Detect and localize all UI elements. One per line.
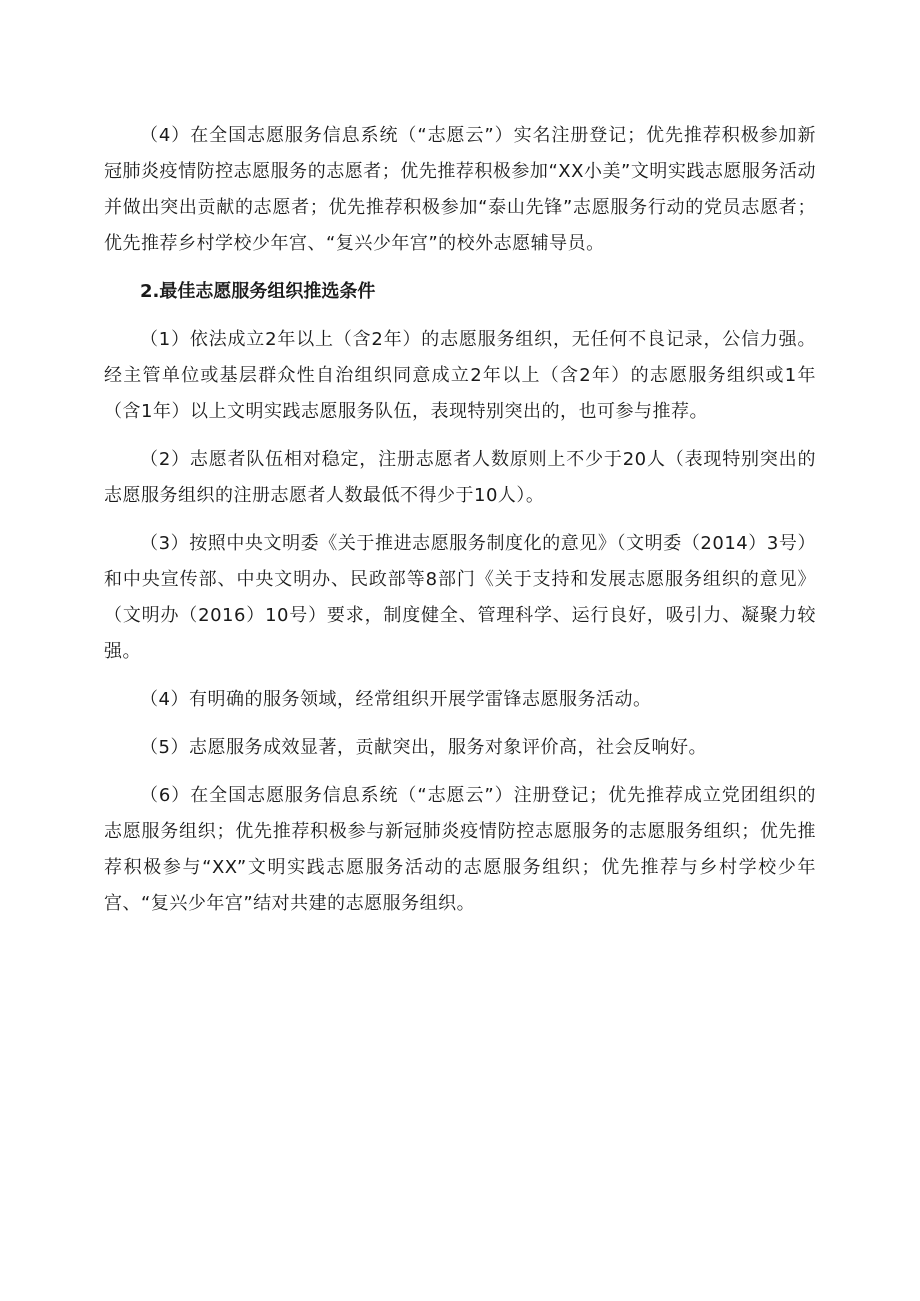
- spacer: [104, 718, 816, 730]
- condition-1: （1）依法成立2年以上（含2年）的志愿服务组织，无任何不良记录，公信力强。经主管单位或基层群众性自治组织同意成立2年以上（含2年）的志愿服务组织或1年（含1年）以上文明实践志愿服务队伍，表现特别突出的，也可参与推荐。: [104, 329, 816, 422]
- condition-2: （2）志愿者队伍相对稳定，注册志愿者人数原则上不少于20人（表现特别突出的志愿服务组织的注册志愿者人数最低不得少于10人）。: [104, 449, 816, 506]
- spacer: [104, 310, 816, 322]
- condition-3: （3）按照中央文明委《关于推进志愿服务制度化的意见》（文明委（2014）3号）和中央宣传部、中央文明办、民政部等8部门《关于支持和发展志愿服务组织的意见》（文明办（2016）10号）要求，制度健全、管理科学、运行良好，吸引力、凝聚力较强。: [104, 533, 816, 662]
- spacer: [104, 514, 816, 526]
- condition-5: （5）志愿服务成效显著，贡献突出，服务对象评价高，社会反响好。: [140, 737, 707, 758]
- spacer: [104, 430, 816, 442]
- condition-4: （4）有明确的服务领域，经常组织开展学雷锋志愿服务活动。: [140, 689, 652, 710]
- condition-6: （6）在全国志愿服务信息系统（“志愿云”）注册登记；优先推荐成立党团组织的志愿服务组织；优先推荐积极参与新冠肺炎疫情防控志愿服务的志愿服务组织；优先推荐积极参与“XX”文明实践志愿服务活动的志愿服务组织；优先推荐与乡村学校少年宫、“复兴少年宫”结对共建的志愿服务组织。: [104, 785, 816, 914]
- paragraph-4-registration: （4）在全国志愿服务信息系统（“志愿云”）实名注册登记；优先推荐积极参加新冠肺炎疫情防控志愿服务的志愿者；优先推荐积极参加“XX小美”文明实践志愿服务活动并做出突出贡献的志愿者；优先推荐积极参加“泰山先锋”志愿服务行动的党员志愿者；优先推荐乡村学校少年宫、“复兴少年宫”的校外志愿辅导员。: [104, 125, 816, 254]
- spacer: [104, 766, 816, 778]
- spacer: [104, 670, 816, 682]
- document-page: [104, 118, 816, 922]
- spacer: [104, 262, 816, 274]
- section-heading: 2.最佳志愿服务组织推选条件: [140, 281, 376, 302]
